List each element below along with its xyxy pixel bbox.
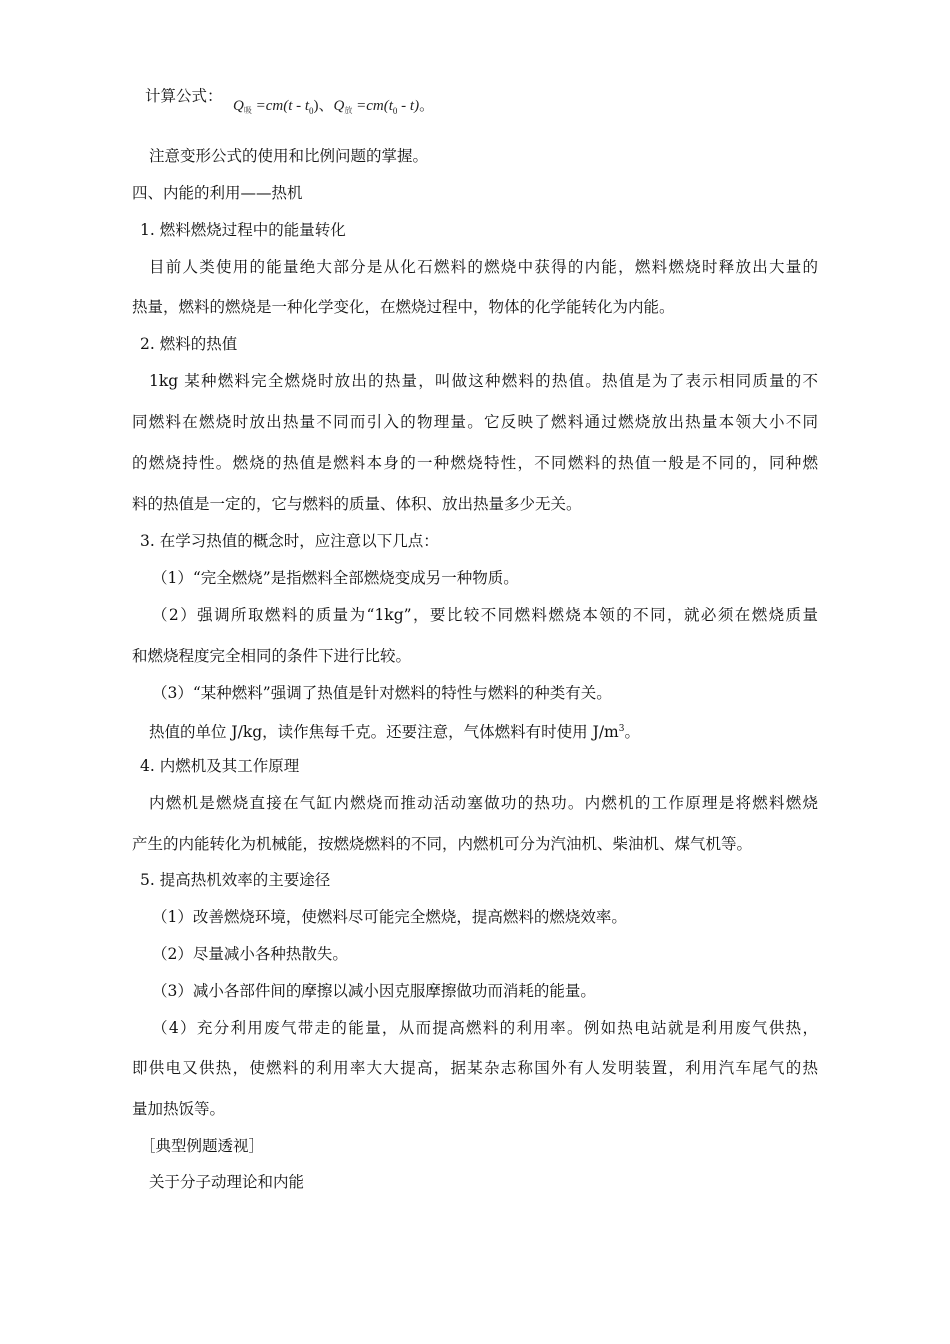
heat-formula: $Q_吸 =cm(t - t_0)$、$Q_放 =cm(t_0 - t)$。	[233, 98, 435, 116]
text-line: 注意变形公式的使用和比例问题的掌握。	[149, 147, 429, 165]
text-line: 的燃烧持性。燃烧的热值是燃料本身的一种燃烧特性，不同燃料的热值一般是不同的，同种燃	[132, 454, 818, 472]
formula-label: 计算公式：	[145, 87, 223, 105]
text-line: 同燃料在燃烧时放出热量不同而引入的物理量。它反映了燃料通过燃烧放出热量本领大小不同	[132, 413, 818, 431]
text-line: 热量，燃料的燃烧是一种化学变化，在燃烧过程中，物体的化学能转化为内能。	[132, 298, 675, 316]
text-line: 目前人类使用的能量绝大部分是从化石燃料的燃烧中获得的内能，燃料燃烧时释放出大量的	[149, 258, 818, 276]
unit-note: 热值的单位 J/kg，读作焦每千克。还要注意，气体燃料有时使用 $J/m^3$。	[149, 723, 640, 742]
subsection-heading: 1. 燃料燃烧过程中的能量转化	[140, 221, 346, 239]
text-line: 量加热饭等。	[132, 1100, 226, 1118]
list-item: （3）减小各部件间的摩擦以减小因克服摩擦做功而消耗的能量。	[152, 982, 596, 1000]
text-line: 即供电又供热，使燃料的利用率大大提高，据某杂志称国外有人发明装置，利用汽车尾气的热	[132, 1059, 818, 1077]
list-item: （3）“某种燃料”强调了热值是针对燃料的特性与燃料的种类有关。	[152, 684, 612, 702]
text-line: 和燃烧程度完全相同的条件下进行比较。	[132, 647, 412, 665]
section-heading: ［典型例题透视］	[140, 1137, 265, 1155]
list-item: （2）强调所取燃料的质量为“1kg”，要比较不同燃料燃烧本领的不同，就必须在燃烧质量	[152, 606, 818, 624]
list-item: （1）改善燃烧环境，使燃料尽可能完全燃烧，提高燃料的燃烧效率。	[152, 908, 627, 926]
subsection-heading: 5. 提高热机效率的主要途径	[140, 871, 331, 889]
subsection-heading: 4. 内燃机及其工作原理	[140, 757, 300, 775]
text-line: 产生的内能转化为机械能，按燃烧燃料的不同，内燃机可分为汽油机、柴油机、煤气机等。	[132, 835, 753, 853]
list-item: （4）充分利用废气带走的能量，从而提高燃料的利用率。例如热电站就是利用废气供热，	[152, 1019, 818, 1037]
section-heading: 四、内能的利用——热机	[132, 184, 303, 202]
list-item: （1）“完全燃烧”是指燃料全部燃烧变成另一种物质。	[152, 569, 519, 587]
text-line: 1kg 某种燃料完全燃烧时放出的热量，叫做这种燃料的热值。热值是为了表示相同质量的不	[149, 372, 818, 390]
list-item: （2）尽量减小各种热散失。	[152, 945, 348, 963]
text-line: 内燃机是燃烧直接在气缸内燃烧而推动活动塞做功的热功。内燃机的工作原理是将燃料燃烧	[149, 794, 818, 812]
subsection-heading: 2. 燃料的热值	[140, 335, 238, 353]
text-line: 料的热值是一定的，它与燃料的质量、体积、放出热量多少无关。	[132, 495, 582, 513]
subsection-heading: 3. 在学习热值的概念时，应注意以下几点：	[140, 532, 439, 550]
text-line: 关于分子动理论和内能	[149, 1173, 305, 1191]
